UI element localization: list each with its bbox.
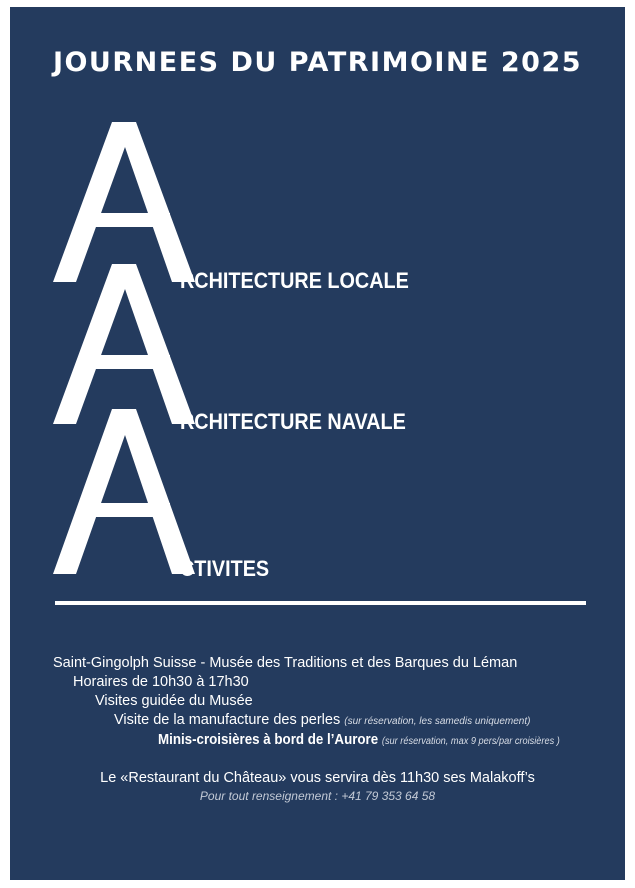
poster-title: JOURNEES DU PATRIMOINE 2025 [52,47,583,78]
visit-pearls-text: Visite de la manufacture des perles [114,712,341,728]
visit-museum-text: Visites guidée du Musée [95,693,253,709]
poster [10,7,625,880]
cruise-note: (sur réservation, max 9 pers/par croisières ) [381,736,560,747]
big-letter-a-2 [53,264,195,424]
cruise-line [158,732,560,748]
big-letter-a-3 [53,409,195,574]
contact-text: Pour tout renseignement : +41 79 353 64 58 [199,789,436,803]
restaurant-text: Le «Restaurant du Château» vous servira dès 11h30 ses Malakoff’s [100,770,535,786]
big-letters [10,7,625,880]
big-letter-a-1 [53,122,195,282]
visit-pearls-note: (sur réservation, les samedis uniquement) [344,716,531,727]
visit-pearls-line [114,712,530,728]
location-text: Saint-Gingolph Suisse - Musée des Traditions et des Barques du Léman [53,655,518,671]
divider [55,601,586,605]
row-architecture-navale: RCHITECTURE NAVALE [180,409,406,434]
row-architecture-locale: RCHITECTURE LOCALE [180,268,409,293]
row-activites: CTIVITES [180,556,270,581]
cruise-text: Minis-croisières à bord de l’Aurore [158,732,379,748]
hours-text: Horaires de 10h30 à 17h30 [73,674,249,690]
